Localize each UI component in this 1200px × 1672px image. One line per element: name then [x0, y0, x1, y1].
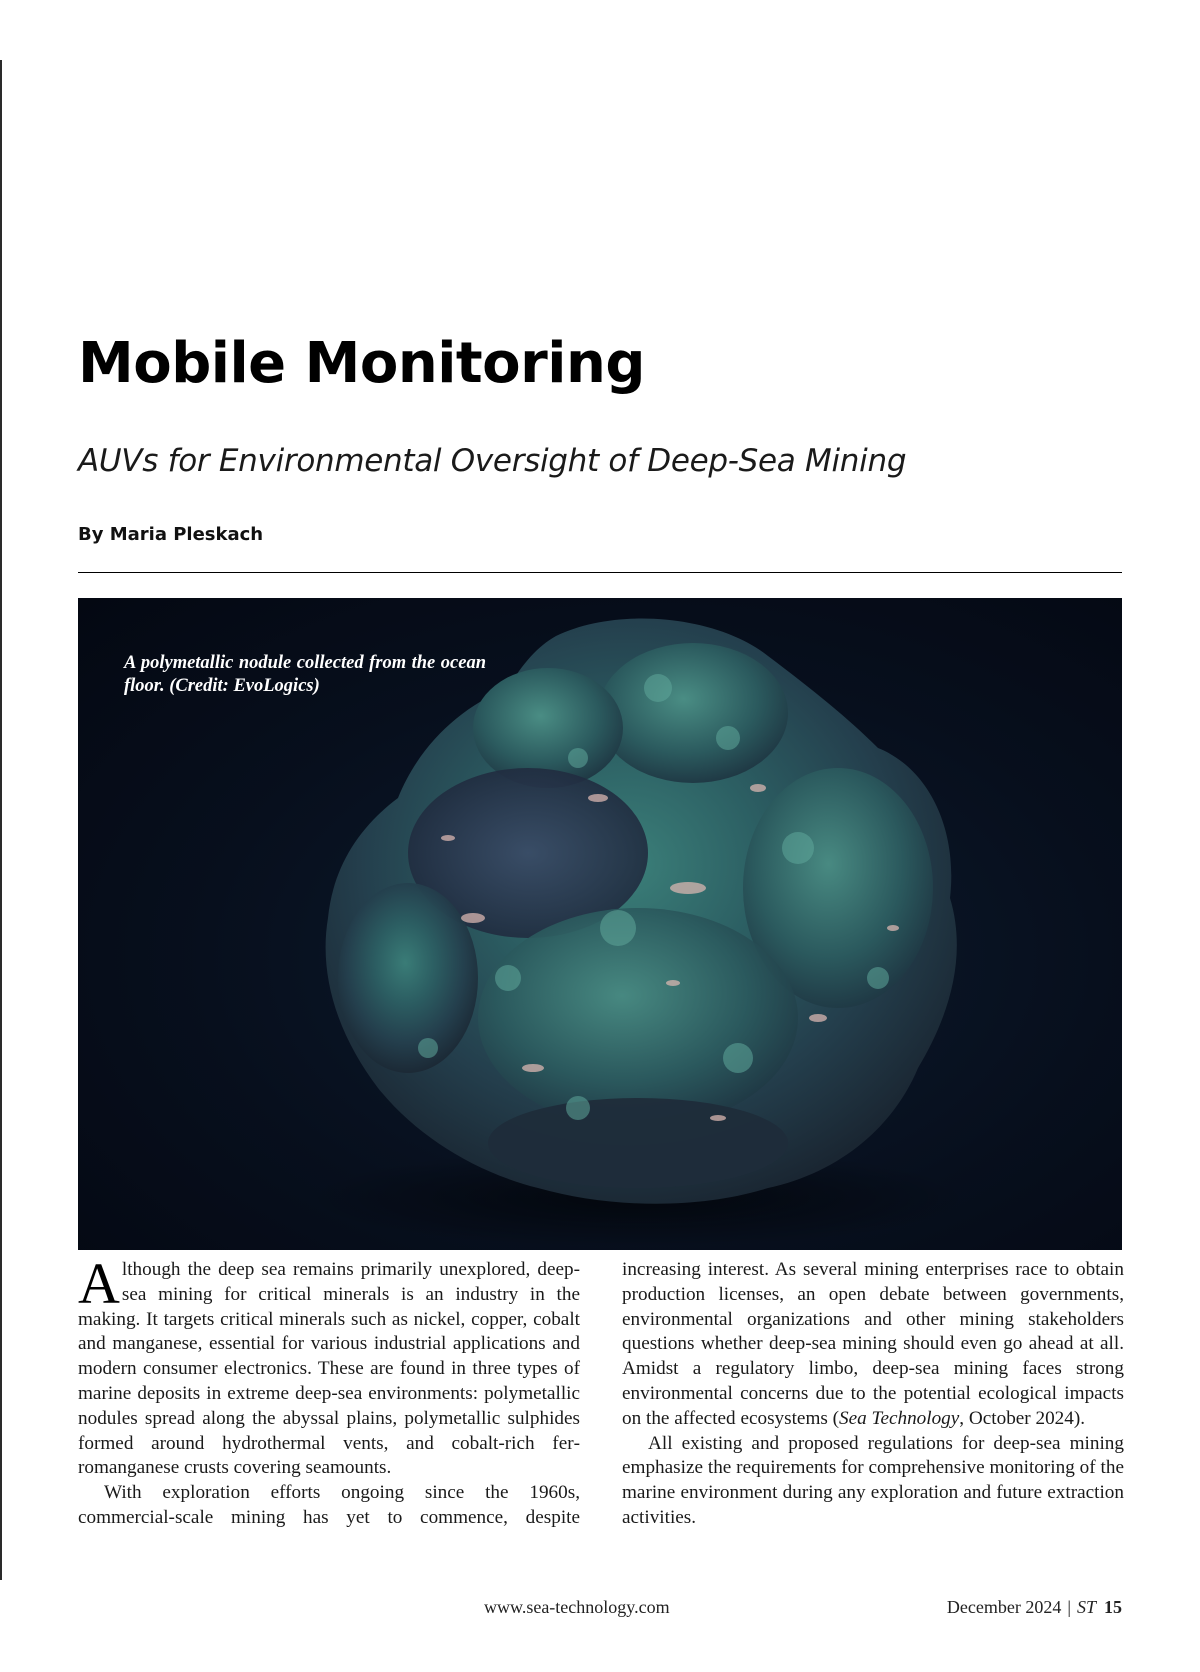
paragraph-1-text: lthough the deep sea remains primarily unexplored, deep-sea mining for critical minerals is an industry in the making. It targets critical minerals such as nickel, copper, cobalt and manganese, essential for various industrial applications and modern consumer electronics. These are found in three types of marine deposits in extreme deep-sea environments: polymetallic nodules spread along the abyssal plains, polymetallic sulphides formed around hydrothermal vents, and cobalt-rich ferromanganese crusts covering seamounts.	[78, 1259, 580, 1479]
paragraph-2: With exploration efforts ongoing since the 1960s, commercial-scale mining has yet to commence, despite	[78, 1482, 580, 1528]
body-column-left	[78, 1251, 580, 1531]
header-divider	[78, 572, 1122, 573]
citation-sea-technology: Sea Technology	[839, 1407, 960, 1429]
nodule-left-lump	[338, 883, 478, 1073]
footer-separator: |	[1067, 1597, 1071, 1617]
paragraph-3: All existing and proposed regulations for deep-sea mining emphasize the requirements for comprehensive monitoring of the marine environment during any exploration and future extraction activities.	[622, 1432, 1124, 1528]
nodule-top-lump	[598, 643, 788, 783]
page-number: 15	[1104, 1597, 1122, 1617]
page-edge-rule	[0, 60, 2, 1580]
citation-date: , October 2024).	[959, 1407, 1086, 1429]
article-subtitle: AUVs for Environmental Oversight of Deep-Sea Mining	[78, 443, 907, 479]
drop-cap: A	[78, 1251, 120, 1316]
photo-caption: A polymetallic nodule collected from the ocean floor. (Credit: EvoLogics)	[124, 653, 486, 696]
body-column-right	[622, 1258, 1124, 1531]
footer-issue	[947, 1597, 1122, 1618]
nodule-lower-lump	[478, 908, 798, 1128]
paragraph-2-continued	[622, 1258, 1124, 1432]
footer-magazine: ST	[1076, 1597, 1096, 1617]
nodule-bottom-lump	[488, 1098, 788, 1188]
article-title: Mobile Monitoring	[78, 331, 645, 396]
footer-website: www.sea-technology.com	[484, 1597, 670, 1617]
paragraph-1	[78, 1251, 580, 1481]
nodule-photo	[78, 598, 1122, 1250]
footer-date: December 2024	[946, 1597, 1062, 1617]
author-byline: By Maria Pleskach	[78, 524, 264, 545]
paragraph-2-continued-text: increasing interest. As several mining enterprises race to obtain production licenses, an open debate between governments, environmental organizations and other mining stakeholders questions whether deep-sea mining should even go ahead at all. Amidst a regulatory limbo, deep-sea mining faces strong environmental concerns due to the potential ecological impacts on the affected ecosystems (	[622, 1259, 1124, 1429]
